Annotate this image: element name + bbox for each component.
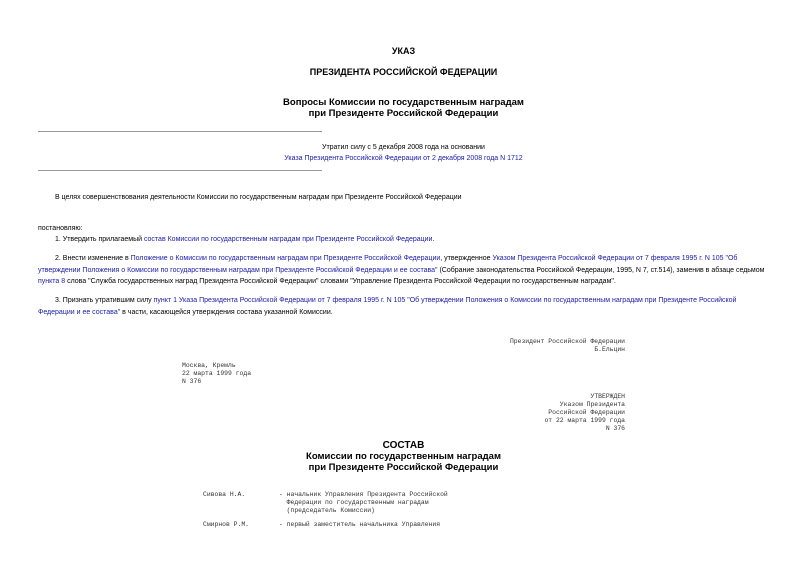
composition-subtitle-line2: при Президенте Российской Федерации [308,462,499,473]
approval-line3: от 22 марта 1999 года [544,417,625,424]
member-role-line2: Федерации по государственным наградам [279,499,429,506]
decree-number: N 376 [182,378,202,385]
resolve-text: постановляю: [38,225,83,232]
member-name: Смирнов Р.М. [203,521,250,528]
preamble: В целях совершенствования деятельности Комиссии по государственным наградам при Президенте Российской Федерации [55,194,462,201]
p2-text-d: слова "Служба государственных наград Президента Российской Федерации" словами "Управление Президента Российской Федерации по государственным наградам". [65,278,616,285]
divider-top [38,131,322,132]
decree-issuer: ПРЕЗИДЕНТА РОССИЙСКОЙ ФЕДЕРАЦИИ [309,67,498,77]
p2-text-b: , утвержденное [440,255,493,262]
paragraph-3 [38,295,773,318]
status-repeal-link[interactable]: Указа Президента Российской Федерации от 2 декабря 2008 года N 1712 [284,155,523,162]
p3-text-a: 3. Признать утратившим силу [55,297,154,304]
status-note: Утратил силу с 5 декабря 2008 года на основании [322,144,485,151]
member-role-line1: - начальник Управления Президента Российской [279,491,448,498]
paragraph-1 [55,234,775,246]
item-1-link[interactable]: пункт 1 Указа Президента Российской Федерации от 7 февраля 1995 г. N 105 "Об утверждении Положения о Комиссии по государственным наградам при Президенте Российской Федерации и ее состава" [38,297,737,316]
decree-105-link[interactable]: Указом Президента Российской Федерации от 7 февраля 1995 г. N 105 "Об утверждении Положения о Комиссии по государственным наградам при Президенте Российской Федерации и ее состава" [38,255,738,274]
item-8-link[interactable]: пункта 8 [38,278,66,285]
approval-line1: Указом Президента [559,401,625,408]
p3-text-b: в части, касающейся утверждения состава указанной Комиссии. [120,308,333,316]
approval-line4: N 376 [605,425,625,432]
p2-text-a: 2. Внести изменение в [55,255,131,262]
approval-label: УТВЕРЖДЕН [590,393,625,400]
signature-position: Президент Российской Федерации [509,338,625,345]
decree-subject-line1: Вопросы Комиссии по государственным наградам [283,97,524,108]
decree-title: УКАЗ [391,46,416,56]
p2-text-c: (Собрание законодательства Российской Федерации, 1995, N 7, ст.514), заменив в абзаце седьмом [437,266,765,274]
member-role-line1: - первый заместитель начальника Управления [279,521,441,528]
divider-bottom [38,170,322,171]
member-role-line3: (председатель Комиссии) [279,507,375,514]
signature-name: Б.Ельцин [594,346,625,353]
paragraph-2 [38,253,773,288]
regulation-link[interactable]: Положение о Комиссии по государственным наградам при Президенте Российской Федерации [130,255,441,262]
composition-title: СОСТАВ [382,440,425,451]
member-name: Сивова Н.А. [203,491,246,498]
p1-text: 1. Утвердить прилагаемый [55,236,144,243]
composition-link[interactable]: состав Комиссии по государственным наградам при Президенте Российской Федерации [143,236,433,243]
decree-subject-line2: при Президенте Российской Федерации [308,108,499,119]
p1-end: . [432,236,435,243]
place: Москва, Кремль [182,362,236,369]
approval-line2: Российской Федерации [548,409,625,416]
composition-subtitle-line1: Комиссии по государственным наградам [306,451,501,462]
date: 22 марта 1999 года [182,370,252,377]
